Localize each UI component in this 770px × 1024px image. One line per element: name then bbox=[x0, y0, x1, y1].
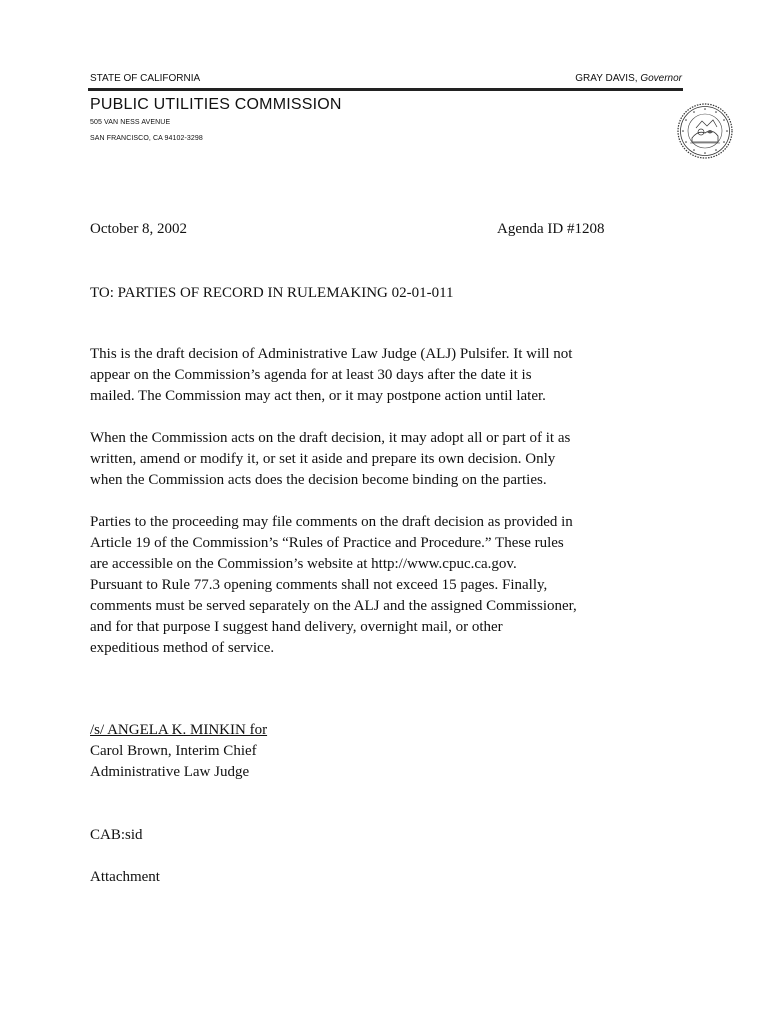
paragraph-line: written, amend or modify it, or set it aside and prepare its own decision. Only bbox=[90, 451, 556, 467]
signer-title: Administrative Law Judge bbox=[90, 764, 250, 780]
letterhead-top-row bbox=[90, 73, 682, 87]
paragraph-line: when the Commission acts does the decision become binding on the parties. bbox=[90, 472, 547, 488]
paragraph-line: comments must be served separately on the ALJ and the assigned Commissioner, bbox=[90, 598, 577, 614]
signature-block bbox=[90, 720, 267, 783]
letterhead-rule bbox=[88, 88, 683, 91]
paragraph-line: are accessible on the Commission’s website at http://www.cpuc.ca.gov. bbox=[90, 556, 517, 572]
typist-initials: CAB:sid bbox=[90, 827, 143, 843]
paragraph-line: appear on the Commission’s agenda for at least 30 days after the date it is bbox=[90, 367, 532, 383]
governor-title: Governor bbox=[640, 73, 682, 84]
state-label: STATE OF CALIFORNIA bbox=[90, 73, 201, 84]
governor-name: GRAY DAVIS, bbox=[575, 73, 638, 84]
paragraph-3 bbox=[90, 512, 682, 659]
governor-label bbox=[575, 73, 682, 84]
letter-date: October 8, 2002 bbox=[90, 221, 188, 237]
recipient-line: TO: PARTIES OF RECORD IN RULEMAKING 02-01-011 bbox=[90, 285, 454, 301]
paragraph-line: This is the draft decision of Administrative Law Judge (ALJ) Pulsifer. It will not bbox=[90, 346, 573, 362]
paragraph-line: Parties to the proceeding may file comments on the draft decision as provided in bbox=[90, 514, 573, 530]
paragraph-line: mailed. The Commission may act then, or it may postpone action until later. bbox=[90, 388, 546, 404]
agency-name: PUBLIC UTILITIES COMMISSION bbox=[90, 96, 342, 113]
paragraph-line: and for that purpose I suggest hand delivery, overnight mail, or other bbox=[90, 619, 503, 635]
paragraph-line: Pursuant to Rule 77.3 opening comments shall not exceed 15 pages. Finally, bbox=[90, 577, 548, 593]
attachment-note: Attachment bbox=[90, 869, 160, 885]
paragraph-line: Article 19 of the Commission’s “Rules of Practice and Procedure.” These rules bbox=[90, 535, 564, 551]
paragraph-2 bbox=[90, 428, 682, 491]
paragraph-1 bbox=[90, 344, 682, 407]
address-line-1: 505 VAN NESS AVENUE bbox=[90, 119, 171, 126]
paragraph-line: expeditious method of service. bbox=[90, 640, 275, 656]
paragraph-line: When the Commission acts on the draft decision, it may adopt all or part of it as bbox=[90, 430, 571, 446]
agenda-id: Agenda ID #1208 bbox=[497, 221, 605, 237]
signature-line: /s/ ANGELA K. MINKIN for bbox=[90, 722, 268, 738]
address-line-2: SAN FRANCISCO, CA 94102-3298 bbox=[90, 135, 203, 142]
state-seal-icon bbox=[676, 102, 734, 160]
signer-name: Carol Brown, Interim Chief bbox=[90, 743, 257, 759]
